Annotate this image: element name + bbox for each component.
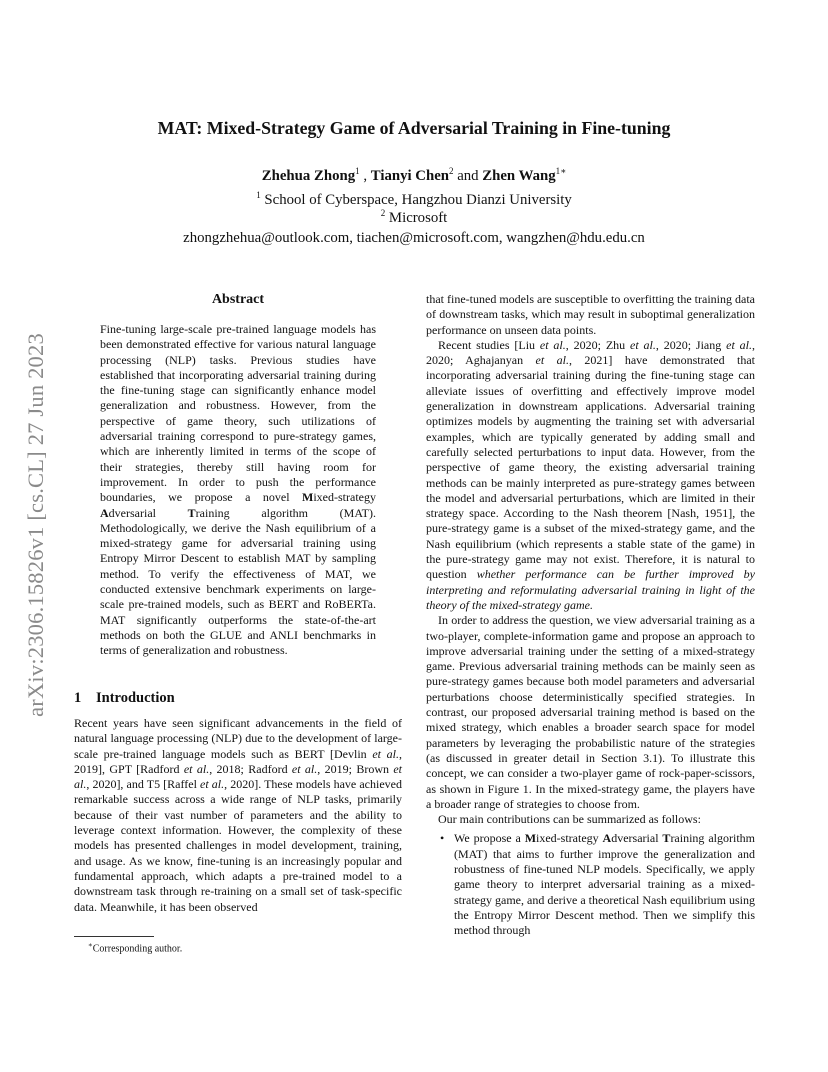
footnote [88, 941, 182, 954]
intro-text: , 2019], GPT [Radford [74, 746, 402, 776]
bold-letter: A [602, 831, 612, 846]
author-list [0, 166, 828, 185]
affiliation-text: Microsoft [388, 209, 448, 226]
author-sup: 2 [449, 166, 454, 176]
body-text: , 2020; Zhu [565, 337, 631, 352]
author-name: Zhen Wang [482, 167, 556, 184]
intro-body [74, 716, 402, 915]
affiliation-sup: 1 [256, 190, 261, 200]
abstract-bold-letter: M [302, 490, 314, 505]
citation-etal: et al. [539, 337, 566, 352]
author-name: Tianyi Chen [370, 167, 449, 184]
bullet-dot: • [440, 831, 445, 846]
arxiv-identifier: arXiv:2306.15826v1 [cs.CL] 27 Jun 2023 [23, 333, 48, 717]
citation-etal: et al. [183, 761, 210, 776]
citation-etal: et al. [74, 761, 403, 792]
author-separator: and [453, 167, 483, 184]
abstract-text: algorithm (MAT). Methodologically, we derive the Nash equilibrium of a mixed-strategy game for adversarial training using Entropy Mirror Descent to establish MAT by sampling method. To verify the effectiveness of MAT, we conducted extensive benchmark experiments on large-scale pre-trained models, such as BERT and RoBERTa. MAT significantly outperforms the state-of-the-art methods on both the GLUE and ANLI benchmarks in terms of generalization and robustness. [100, 505, 376, 658]
affiliation-1 [0, 190, 828, 209]
body-text: , 2020; Jiang [655, 337, 727, 352]
body-paragraph: that fine-tuned models are susceptible to overfitting the training data of downstream tasks, which may result in suboptimal generalization performance on unseen data points. [426, 292, 755, 337]
intro-text: Recent years have seen significant advancements in the field of natural language processing (NLP) due to the development of large-scale pre-trained language models such as BERT [Devlin [74, 716, 402, 761]
footnote-sup: ∗ [88, 941, 93, 949]
affiliation-2 [0, 208, 828, 227]
arxiv-sidebar [22, 290, 50, 760]
citation-etal: et al. [200, 777, 225, 792]
citation-etal: et al. [630, 337, 656, 352]
footnote-rule [74, 936, 154, 937]
affiliation-sup: 2 [380, 208, 386, 218]
bullet-text: dversarial [611, 831, 663, 846]
section-title: Introduction [96, 690, 175, 706]
abstract-text: dversarial [108, 505, 188, 520]
abstract-bold-letter: A [100, 505, 109, 520]
body-paragraph: In order to address the question, we view adversarial training as a two-player, complete-information game and propose an approach to improve adversarial training under the setting of a mixed-strategy game. Previous adversarial training methods can be mainly seen as pure-strategy games because both model parameters and adversarial perturbations choose deterministically specified strategies. In contrast, our proposed adversarial training method is based on the mixed strategy, which enables a broader search space for model parameters by leveraging the probabilistic nature of the strategies (as discussed in greater detail in Section 3.1). To illustrate this concept, we can consider a two-player game of rock-paper-scissors, as shown in Figure 1. In the mixed-strategy game, the players have a broader range of strategies to choose from. [426, 613, 755, 811]
body-paragraph [426, 338, 755, 613]
bullet-text: ixed-strategy [536, 831, 603, 846]
intro-text: , 2020]. These models have achieved remarkable success across a wide range of NLP tasks, primarily because of their vast number of parameters and the ability to leverage context information. However, the complexity of these models has presented challenges in model development, training, and usage. As we know, fine-tuning is an increasingly popular and fundamental approach, which adapts a pre-trained model to a downstream task through re-training on a small set of task-specific data. Meanwhile, it has been observed [74, 777, 402, 914]
intro-paragraph [74, 716, 402, 915]
abstract-paragraph [100, 322, 376, 659]
abstract-text: Fine-tuning large-scale pre-trained language models has been demonstrated effective for various natural language processing (NLP) tasks. Previous studies have established that incorporating adversarial training during the fine-tuning stage can significantly enhance model generalization and robustness. However, from the perspective of game theory, such utilizations of adversarial training correspond to pure-strategy games, which are inherently limited in terms of the scope of their strategies, thereby still having room for improvement. In order to push the performance boundaries, we propose a novel [100, 322, 376, 505]
abstract-body [100, 322, 376, 659]
body-paragraph: Our main contributions can be summarized as follows: [438, 812, 701, 827]
citation-etal: et al. [372, 746, 399, 761]
author-separator: , [359, 167, 371, 184]
author-emails: zhongzhehua@outlook.com, tiachen@microsoft.com, wangzhen@hdu.edu.cn [183, 230, 645, 246]
right-column [426, 292, 755, 938]
abstract-text: ixed-strategy [313, 490, 376, 505]
contribution-bullet [426, 831, 755, 938]
footnote-text: Corresponding author. [92, 943, 183, 955]
bold-letter: M [524, 831, 537, 846]
paper-title: MAT: Mixed-Strategy Game of Adversarial Training in Fine-tuning [157, 118, 671, 138]
section-number: 1 [74, 690, 82, 706]
citation-etal: et al. [291, 761, 318, 776]
abstract-heading: Abstract [211, 292, 265, 307]
author-sup: 1 [355, 166, 360, 176]
citation-etal: et al. [726, 337, 752, 352]
body-text: , 2021] have demonstrated that incorporating adversarial training during the fine-tuning stage can alleviate issues of overfitting and effectively improve model generalization in downstream applications. Adversarial training optimizes models by augmenting the training set with adversarial examples, which are typically generated by adding small and carefully selected perturbations to input data. However, from the perspective of game theory, the existing adversarial training methods can be mainly interpreted as pure-strategy games between the model and adversarial perturbations, which are limited in their strategy space. According to the Nash theorem [Nash, 1951], the pure-strategy game is a subset of the mixed-strategy game, and the Nash equilibrium (which represents a stable state of the game) in the pure-strategy game may not exist. Therefore, it is natural to question [426, 353, 755, 582]
author-sup: 1∗ [555, 166, 567, 176]
intro-text: , 2019; Brown [317, 761, 394, 776]
body-text: , 2020; Aghajanyan [426, 337, 755, 368]
author-name: Zhehua Zhong [261, 167, 356, 184]
bullet-text: algorithm (MAT) that aims to further improve the generalization and robustness of fine-tuned NLP models. Specifically, we apply game theory to interpret adversarial training as a mixed-strategy game, and derive a theoretical Nash equilibrium using the Entropy Mirror Descent method. Then we simplify this method through [454, 831, 755, 938]
section-heading-introduction [74, 690, 175, 707]
citation-etal: et al. [535, 353, 569, 368]
bullet-text: We propose a [454, 831, 525, 846]
bullet-text: raining [670, 831, 705, 846]
intro-text: , 2020], and T5 [Raffel [86, 777, 201, 792]
bold-letter: T [662, 831, 671, 846]
research-question: whether performance can be further improved by interpreting and reformulating adversarial training in light of the theory of the mixed-strategy game. [426, 567, 755, 612]
abstract-text: raining [195, 505, 230, 520]
body-text: Recent studies [Liu [438, 337, 540, 352]
abstract-bold-letter: T [187, 505, 196, 520]
intro-text: , 2018; Radford [209, 761, 292, 776]
affiliation-text: School of Cyberspace, Hangzhou Dianzi University [264, 191, 572, 208]
